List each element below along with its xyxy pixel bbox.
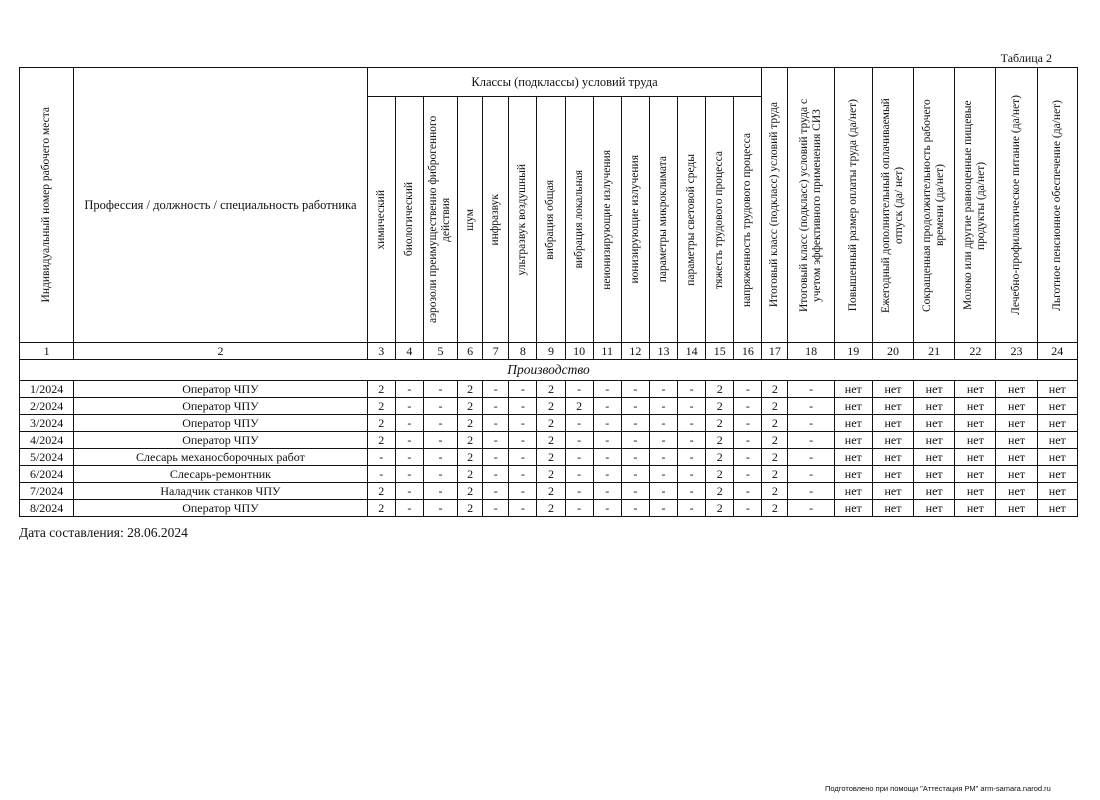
table-cell: - — [395, 398, 423, 415]
table-cell: - — [565, 466, 593, 483]
header-factor-nonionizing: неионизирующие излучения — [593, 97, 621, 343]
table-cell: 2 — [706, 398, 734, 415]
table-row — [20, 449, 1078, 466]
table-cell: - — [788, 398, 834, 415]
table-cell: нет — [996, 466, 1037, 483]
table-cell: 2 — [367, 415, 395, 432]
header-classes-group: Классы (подклассы) условий труда — [367, 68, 762, 97]
column-number: 21 — [914, 343, 955, 360]
column-number: 2 — [74, 343, 367, 360]
table-cell: - — [678, 432, 706, 449]
table-cell: 2 — [706, 449, 734, 466]
table-cell: 2 — [367, 500, 395, 517]
header-factor-biological: биологический — [395, 97, 423, 343]
table-cell: нет — [955, 500, 996, 517]
table-cell: 2 — [565, 398, 593, 415]
table-cell: - — [734, 449, 762, 466]
header-factor-noise: шум — [458, 97, 483, 343]
table-cell: - — [678, 381, 706, 398]
table-cell: нет — [955, 415, 996, 432]
table-cell: - — [788, 466, 834, 483]
table-cell: 2 — [537, 415, 565, 432]
table-cell: - — [788, 381, 834, 398]
table-cell: - — [483, 432, 509, 449]
workplace-number-cell: 6/2024 — [20, 466, 74, 483]
table-cell: - — [649, 483, 677, 500]
table-row — [20, 483, 1078, 500]
table-cell: нет — [834, 415, 872, 432]
column-number: 1 — [20, 343, 74, 360]
header-milk: Молоко или другие равноценные пищевые продукты (да/нет) — [955, 68, 996, 343]
column-number: 10 — [565, 343, 593, 360]
table-cell: - — [509, 432, 537, 449]
table-caption: Таблица 2 — [1000, 51, 1052, 65]
column-number: 4 — [395, 343, 423, 360]
table-cell: 2 — [706, 466, 734, 483]
table-cell: - — [509, 398, 537, 415]
table-cell: - — [788, 432, 834, 449]
table-cell: нет — [996, 449, 1037, 466]
table-cell: нет — [872, 466, 913, 483]
column-number-row — [20, 343, 1078, 360]
table-cell: - — [678, 415, 706, 432]
table-cell: - — [678, 449, 706, 466]
table-cell: 2 — [458, 483, 483, 500]
table-cell: нет — [996, 483, 1037, 500]
table-cell: нет — [834, 432, 872, 449]
column-number: 18 — [788, 343, 834, 360]
table-cell: - — [509, 466, 537, 483]
table-cell: - — [678, 483, 706, 500]
table-cell: - — [483, 466, 509, 483]
column-number: 12 — [621, 343, 649, 360]
table-cell: нет — [1037, 432, 1077, 449]
table-cell: - — [649, 415, 677, 432]
column-number: 16 — [734, 343, 762, 360]
header-factor-severity: тяжесть трудового процесса — [706, 97, 734, 343]
table-cell: - — [423, 415, 457, 432]
table-cell: нет — [1037, 398, 1077, 415]
footer-note: Подготовлено при помощи "Аттестация РМ" arm-samara.narod.ru — [825, 784, 1051, 793]
table-cell: 2 — [762, 466, 788, 483]
column-number: 17 — [762, 343, 788, 360]
table-cell: нет — [834, 466, 872, 483]
table-cell: - — [788, 483, 834, 500]
column-number: 15 — [706, 343, 734, 360]
header-total-class: Итоговый класс (подкласс) условий труда — [762, 68, 788, 343]
column-number: 19 — [834, 343, 872, 360]
workplace-number-cell: 3/2024 — [20, 415, 74, 432]
header-factor-infrasound: инфразвук — [483, 97, 509, 343]
table-cell: - — [788, 500, 834, 517]
table-cell: - — [788, 415, 834, 432]
profession-cell: Оператор ЧПУ — [74, 432, 367, 449]
header-pension: Льготное пенсионное обеспечение (да/нет) — [1037, 68, 1077, 343]
table-cell: - — [649, 449, 677, 466]
table-cell: 2 — [367, 432, 395, 449]
table-cell: - — [423, 432, 457, 449]
table-cell: - — [593, 466, 621, 483]
table-cell: - — [621, 381, 649, 398]
workplace-number-cell: 5/2024 — [20, 449, 74, 466]
table-cell: нет — [834, 500, 872, 517]
table-cell: 2 — [537, 381, 565, 398]
table-cell: - — [621, 500, 649, 517]
table-cell: нет — [996, 398, 1037, 415]
table-cell: нет — [834, 381, 872, 398]
column-number: 24 — [1037, 343, 1077, 360]
header-therapeutic-food: Лечебно-профилактическое питание (да/нет) — [996, 68, 1037, 343]
table-cell: нет — [1037, 500, 1077, 517]
table-cell: - — [593, 449, 621, 466]
table-cell: 2 — [706, 483, 734, 500]
table-cell: - — [423, 449, 457, 466]
profession-cell: Оператор ЧПУ — [74, 415, 367, 432]
table-cell: - — [565, 500, 593, 517]
table-cell: нет — [914, 500, 955, 517]
table-cell: нет — [872, 432, 913, 449]
table-cell: - — [593, 415, 621, 432]
table-cell: 2 — [706, 381, 734, 398]
table-cell: - — [423, 500, 457, 517]
header-increased-pay: Повышенный размер оплаты труда (да/нет) — [834, 68, 872, 343]
table-cell: - — [483, 415, 509, 432]
table-cell: - — [678, 398, 706, 415]
table-cell: - — [734, 432, 762, 449]
table-cell: 2 — [367, 381, 395, 398]
table-cell: - — [649, 432, 677, 449]
table-cell: нет — [872, 415, 913, 432]
table-cell: - — [621, 449, 649, 466]
section-row — [20, 360, 1078, 381]
header-factor-intensity: напряженность трудового процесса — [734, 97, 762, 343]
header-factor-local-vibration: вибрация локальная — [565, 97, 593, 343]
table-row — [20, 466, 1078, 483]
table-cell: - — [593, 432, 621, 449]
table-cell: - — [734, 415, 762, 432]
table-cell: - — [734, 381, 762, 398]
table-cell: - — [593, 381, 621, 398]
table-cell: нет — [872, 381, 913, 398]
header-factor-microclimate: параметры микроклимата — [649, 97, 677, 343]
table-row — [20, 415, 1078, 432]
table-cell: нет — [996, 500, 1037, 517]
table-body — [20, 343, 1078, 517]
table-cell: - — [423, 483, 457, 500]
table-cell: нет — [1037, 449, 1077, 466]
table-cell: - — [788, 449, 834, 466]
table-cell: 2 — [762, 483, 788, 500]
table-cell: 2 — [537, 432, 565, 449]
table-cell: нет — [955, 483, 996, 500]
working-conditions-table-container — [19, 67, 1078, 517]
table-cell: нет — [996, 432, 1037, 449]
table-cell: - — [621, 432, 649, 449]
table-cell: нет — [996, 415, 1037, 432]
table-cell: нет — [834, 449, 872, 466]
workplace-number-cell: 1/2024 — [20, 381, 74, 398]
table-cell: - — [395, 483, 423, 500]
table-cell: нет — [872, 449, 913, 466]
header-workplace-number: Индивидуальный номер рабочего места — [20, 68, 74, 343]
table-cell: нет — [914, 483, 955, 500]
table-cell: нет — [914, 398, 955, 415]
table-cell: 2 — [458, 432, 483, 449]
table-cell: нет — [872, 398, 913, 415]
table-cell: 2 — [367, 483, 395, 500]
table-cell: - — [649, 466, 677, 483]
table-cell: - — [565, 483, 593, 500]
table-cell: 2 — [537, 398, 565, 415]
table-cell: - — [621, 415, 649, 432]
table-cell: 2 — [706, 415, 734, 432]
header-additional-leave: Ежегодный дополнительный оплачиваемый отпуск (да/ нет) — [872, 68, 913, 343]
table-cell: нет — [914, 449, 955, 466]
column-number: 23 — [996, 343, 1037, 360]
table-cell: - — [395, 466, 423, 483]
workplace-number-cell: 2/2024 — [20, 398, 74, 415]
table-cell: - — [565, 432, 593, 449]
section-title: Производство — [20, 360, 1078, 381]
table-cell: - — [593, 398, 621, 415]
table-cell: - — [423, 381, 457, 398]
table-cell: - — [509, 500, 537, 517]
table-cell: 2 — [458, 398, 483, 415]
column-number: 14 — [678, 343, 706, 360]
table-cell: нет — [955, 449, 996, 466]
column-number: 5 — [423, 343, 457, 360]
table-cell: 2 — [762, 449, 788, 466]
table-cell: нет — [834, 483, 872, 500]
table-cell: 2 — [537, 500, 565, 517]
table-cell: 2 — [537, 483, 565, 500]
table-cell: нет — [872, 483, 913, 500]
table-cell: 2 — [762, 381, 788, 398]
table-cell: нет — [996, 381, 1037, 398]
table-cell: 2 — [458, 381, 483, 398]
table-cell: - — [678, 466, 706, 483]
table-cell: - — [649, 500, 677, 517]
table-cell: нет — [1037, 483, 1077, 500]
table-cell: - — [367, 449, 395, 466]
table-cell: - — [593, 500, 621, 517]
table-cell: - — [509, 415, 537, 432]
table-cell: - — [509, 381, 537, 398]
header-factor-ionizing: ионизирующие излучения — [621, 97, 649, 343]
table-cell: - — [593, 483, 621, 500]
table-cell: нет — [955, 466, 996, 483]
table-cell: 2 — [537, 466, 565, 483]
header-total-class-siz: Итоговый класс (подкласс) условий труда с учетом эффективного применения СИЗ — [788, 68, 834, 343]
table-row — [20, 381, 1078, 398]
table-cell: нет — [914, 432, 955, 449]
table-cell: 2 — [762, 432, 788, 449]
working-conditions-table — [19, 67, 1078, 517]
table-cell: 2 — [706, 432, 734, 449]
table-cell: - — [483, 398, 509, 415]
table-cell: - — [678, 500, 706, 517]
workplace-number-cell: 7/2024 — [20, 483, 74, 500]
table-cell: - — [509, 449, 537, 466]
table-cell: нет — [914, 466, 955, 483]
profession-cell: Оператор ЧПУ — [74, 381, 367, 398]
table-cell: - — [395, 381, 423, 398]
table-cell: - — [367, 466, 395, 483]
column-number: 11 — [593, 343, 621, 360]
table-cell: нет — [914, 415, 955, 432]
workplace-number-cell: 8/2024 — [20, 500, 74, 517]
table-cell: - — [734, 466, 762, 483]
table-cell: - — [395, 449, 423, 466]
header-factor-light: параметры световой среды — [678, 97, 706, 343]
header-factor-aerosols: аэрозоли преимущественно фиброгенного действия — [423, 97, 457, 343]
table-cell: - — [565, 415, 593, 432]
table-cell: 2 — [762, 500, 788, 517]
table-cell: 2 — [706, 500, 734, 517]
compilation-date: Дата составления: 28.06.2024 — [19, 525, 188, 540]
table-cell: нет — [955, 381, 996, 398]
table-cell: - — [483, 483, 509, 500]
table-cell: 2 — [458, 415, 483, 432]
table-cell: 2 — [537, 449, 565, 466]
table-cell: нет — [834, 398, 872, 415]
column-number: 9 — [537, 343, 565, 360]
table-cell: 2 — [762, 398, 788, 415]
table-cell: нет — [1037, 415, 1077, 432]
table-cell: - — [734, 398, 762, 415]
profession-cell: Наладчик станков ЧПУ — [74, 483, 367, 500]
column-number: 13 — [649, 343, 677, 360]
table-cell: - — [395, 500, 423, 517]
column-number: 3 — [367, 343, 395, 360]
table-cell: - — [734, 500, 762, 517]
table-cell: - — [509, 483, 537, 500]
profession-cell: Оператор ЧПУ — [74, 500, 367, 517]
table-cell: - — [423, 466, 457, 483]
table-cell: нет — [914, 381, 955, 398]
workplace-number-cell: 4/2024 — [20, 432, 74, 449]
table-cell: - — [621, 398, 649, 415]
table-cell: - — [483, 500, 509, 517]
table-cell: нет — [1037, 466, 1077, 483]
table-cell: - — [565, 381, 593, 398]
header-reduced-hours: Сокращенная продолжительность рабочего времени (да/нет) — [914, 68, 955, 343]
table-cell: нет — [955, 432, 996, 449]
header-factor-chemical: химический — [367, 97, 395, 343]
table-cell: - — [649, 381, 677, 398]
table-cell: - — [395, 415, 423, 432]
column-number: 7 — [483, 343, 509, 360]
table-cell: нет — [955, 398, 996, 415]
table-cell: нет — [1037, 381, 1077, 398]
header-factor-general-vibration: вибрация общая — [537, 97, 565, 343]
table-cell: - — [621, 466, 649, 483]
profession-cell: Оператор ЧПУ — [74, 398, 367, 415]
table-cell: 2 — [762, 415, 788, 432]
table-cell: - — [483, 449, 509, 466]
profession-cell: Слесарь механосборочных работ — [74, 449, 367, 466]
profession-cell: Слесарь-ремонтник — [74, 466, 367, 483]
table-cell: 2 — [458, 466, 483, 483]
table-cell: - — [621, 483, 649, 500]
table-cell: - — [734, 483, 762, 500]
table-row — [20, 398, 1078, 415]
table-cell: 2 — [367, 398, 395, 415]
table-row — [20, 432, 1078, 449]
column-number: 22 — [955, 343, 996, 360]
header-factor-ultrasound: ультразвук воздушный — [509, 97, 537, 343]
table-cell: 2 — [458, 500, 483, 517]
table-cell: нет — [872, 500, 913, 517]
table-cell: - — [565, 449, 593, 466]
table-cell: - — [395, 432, 423, 449]
column-number: 6 — [458, 343, 483, 360]
table-cell: - — [649, 398, 677, 415]
column-number: 20 — [872, 343, 913, 360]
header-profession: Профессия / должность / специальность работника — [74, 68, 367, 343]
table-cell: - — [483, 381, 509, 398]
table-cell: 2 — [458, 449, 483, 466]
table-cell: - — [423, 398, 457, 415]
table-row — [20, 500, 1078, 517]
column-number: 8 — [509, 343, 537, 360]
